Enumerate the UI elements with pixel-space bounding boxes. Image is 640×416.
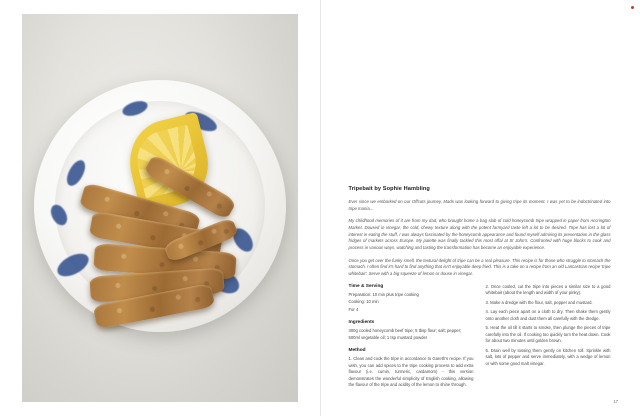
- method-heading: Method: [348, 348, 366, 354]
- method-steps-left: [349, 356, 474, 389]
- recipe-paragraph-1: My childhood memories of it are from my dad, who brought home a bag slab of cold honeycomb tripe wrapped in paper from Accrington Market. Doused in vinegar, the cold, chewy texture along with the potent farmyard taste left a lot to be desired. Tripe has lost a lot of interest in eating the stuff, I was always fascinated by the honeycomb appearance and found myself admiring its presentation in the glass fridges of markets across Europe. My palette was finally tackled this most offal at St John's. Confronted with huge blocks to cook and process in various ways, watching and tasting the transformation has become an enjoyable experience.: [348, 218, 611, 250]
- method-steps-right: [486, 284, 611, 368]
- plate: [34, 80, 286, 332]
- recipe-left-column: [349, 284, 474, 392]
- dish-photograph: [22, 14, 298, 402]
- recipe-right-column: [486, 284, 611, 392]
- method-step: 6. Drain well by tossing them gently on kitchen roll. Sprinkle with salt, lots of pepper and serve immediately, with a wedge of lemon or with some good malt vinegar.: [485, 347, 611, 366]
- recipe-intro: Ever since we embarked on our Offcuts journey, Mads was looking forward to giving tripe its moment. I was yet to be indoctrinated into tripe mania...: [348, 199, 611, 211]
- recipe-paragraph-2: Once you get over the funky smell, the textural delight of tripe can be a real pleasure. This recipe is for those who struggle to stomach the stomach. I often find it's hard to find anything that isn't enjoyable deep fried. This is a take on a recipe from an old Lancastrian recipe 'tripe whitebait'. Serve with a big squeeze of lemon or douse in vinegar.: [348, 257, 611, 276]
- page-number: 17: [613, 399, 618, 404]
- ingredients-list: 300g cooled honeycomb beef tripe; 5 tbsp flour; salt; pepper; 500ml vegetable oil; 1 tsp mustard powder: [348, 328, 462, 340]
- recipe-columns: [349, 284, 611, 392]
- method-step: 1. Clean and cook the tripe in accordance to Gareth's recipe. If you wish, you can add spices to the tripe cooking process to add extra flavour (i.e. cumin, turmeric, cardamom) - this version demonstrates the wonderful simplicity of English cooking, allowing the flavour of the tripe and acidity of the lemon to shine through.: [348, 356, 474, 388]
- method-step: 5. Heat the oil till it starts to smoke, then plunge the pieces of tripe carefully into the oil. If cooking too quickly turn the heat down. Cook for about two minutes until golden brown.: [485, 325, 611, 344]
- time-serving-line-2: Cooking: 10 min: [348, 299, 379, 305]
- time-serving-line-1: Preparation: 10 min plus tripe cooking: [348, 291, 419, 297]
- method-step: 3. Make a dredge with the flour, salt, pepper and mustard.: [485, 299, 593, 305]
- recipe-title: Tripebait by Sophie Hambling: [348, 186, 430, 192]
- recipe-text-column: [349, 186, 611, 392]
- time-serving-line-3: For 4: [348, 306, 359, 312]
- corner-marker-icon: [631, 6, 634, 9]
- right-page: [320, 0, 640, 416]
- method-step: 4. Lay each piece apart on a cloth to dry. Then shake them gently onto another cloth and dust them all carefully with the dredge.: [485, 309, 611, 321]
- time-serving-heading: Time & Serving: [348, 283, 384, 289]
- ingredients-heading: Ingredients: [348, 320, 375, 326]
- method-step: 2. Once cooled, cut the tripe into pieces a similar size to a good whitebait (about the length and width of your pinky).: [485, 283, 611, 296]
